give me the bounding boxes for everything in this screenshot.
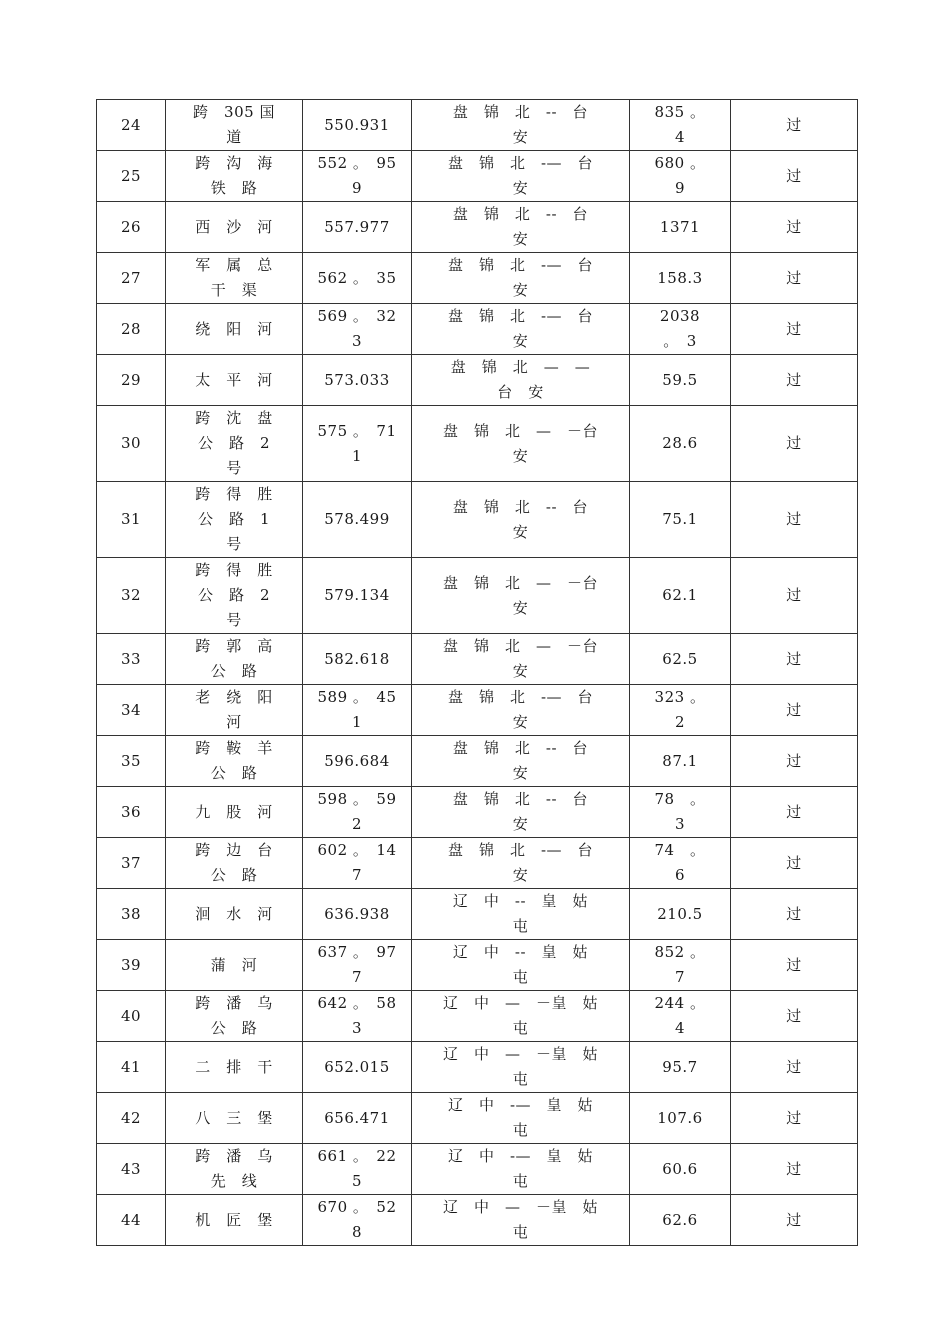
cell-row-number: [97, 1093, 166, 1144]
line-section-text: 盘 锦 北 -- 台 安: [452, 205, 589, 248]
cell-crossing-length: [630, 253, 731, 304]
cell-crossing-name: [166, 991, 303, 1042]
crossing-name-text: 军 属 总 干 渠: [195, 256, 273, 299]
table-row: [97, 151, 858, 202]
cell-line-section: [412, 406, 630, 482]
cell-mileage: [303, 253, 412, 304]
cell-mileage: [303, 202, 412, 253]
cell-line-section: [412, 1144, 630, 1195]
status-text: 过: [786, 319, 802, 338]
table-row: [97, 558, 858, 634]
cell-mileage: [303, 787, 412, 838]
status-text: 过: [786, 1108, 802, 1127]
cell-crossing-length: [630, 685, 731, 736]
cell-row-number: [97, 202, 166, 253]
cell-mileage: [303, 940, 412, 991]
cell-crossing-length: [630, 634, 731, 685]
cell-row-number: [97, 151, 166, 202]
crossing-name-text: 跨 边 台 公 路: [195, 841, 273, 884]
row-number-text: 30: [120, 434, 142, 452]
cell-row-number: [97, 940, 166, 991]
cell-status: [731, 558, 858, 634]
cell-row-number: [97, 253, 166, 304]
table-row: [97, 889, 858, 940]
cell-crossing-name: [166, 304, 303, 355]
cell-crossing-name: [166, 940, 303, 991]
cell-crossing-name: [166, 151, 303, 202]
mileage-text: 589 。 45 1: [317, 688, 397, 731]
cell-line-section: [412, 634, 630, 685]
cell-crossing-length: [630, 1195, 731, 1246]
cell-row-number: [97, 889, 166, 940]
cell-crossing-length: [630, 940, 731, 991]
cell-line-section: [412, 100, 630, 151]
crossing-length-text: 87.1: [662, 751, 698, 770]
status-text: 过: [786, 268, 802, 287]
cell-line-section: [412, 940, 630, 991]
row-number-text: 38: [120, 904, 142, 923]
cell-line-section: [412, 355, 630, 406]
crossing-name-text: 跨 305 国 道: [193, 103, 275, 146]
crossing-name-text: 跨 鞍 羊 公 路: [195, 739, 273, 782]
crossing-length-text: 60.6: [662, 1159, 698, 1178]
cell-crossing-name: [166, 1042, 303, 1093]
crossing-name-text: 九 股 河: [195, 802, 273, 821]
row-number-text: 29: [120, 370, 142, 389]
crossing-name-text: 机 匠 堡: [195, 1210, 273, 1229]
crossing-name-text: 二 排 干: [195, 1057, 273, 1076]
cell-mileage: [303, 736, 412, 787]
crossing-length-text: 835 。 4: [654, 103, 706, 146]
table-row: [97, 253, 858, 304]
cell-line-section: [412, 736, 630, 787]
mileage-text: 598 。 59 2: [317, 790, 397, 833]
cell-crossing-length: [630, 202, 731, 253]
mileage-text: 582.618: [324, 649, 390, 668]
row-number-text: 39: [120, 955, 142, 974]
cell-row-number: [97, 736, 166, 787]
cell-row-number: [97, 406, 166, 482]
cell-row-number: [97, 634, 166, 685]
cell-crossing-length: [630, 1093, 731, 1144]
cell-status: [731, 685, 858, 736]
table-row: [97, 634, 858, 685]
cell-status: [731, 736, 858, 787]
line-section-text: 盘 锦 北 — — 台 安: [450, 358, 591, 401]
row-number-text: 32: [120, 586, 142, 604]
row-number-text: 44: [120, 1210, 142, 1229]
cell-line-section: [412, 685, 630, 736]
cell-mileage: [303, 406, 412, 482]
cell-row-number: [97, 482, 166, 558]
cell-row-number: [97, 685, 166, 736]
crossing-length-text: 78 。 3: [654, 790, 706, 833]
crossing-length-text: 74 。 6: [654, 841, 706, 884]
mileage-text: 661 。 22 5: [317, 1147, 397, 1190]
crossing-length-text: 1371: [659, 217, 701, 236]
table-row: [97, 202, 858, 253]
mileage-text: 642 。 58 3: [317, 994, 397, 1037]
line-section-text: 盘 锦 北 -— 台 安: [447, 307, 594, 350]
mileage-text: 637 。 97 7: [317, 943, 397, 986]
cell-crossing-name: [166, 558, 303, 634]
crossing-length-text: 28.6: [662, 434, 698, 452]
cell-row-number: [97, 991, 166, 1042]
crossing-name-text: 太 平 河: [195, 370, 273, 389]
status-text: 过: [786, 649, 802, 668]
cell-crossing-length: [630, 406, 731, 482]
status-text: 过: [786, 1159, 802, 1178]
cell-crossing-name: [166, 838, 303, 889]
cell-crossing-name: [166, 736, 303, 787]
status-text: 过: [786, 1210, 802, 1229]
cell-row-number: [97, 1144, 166, 1195]
cell-row-number: [97, 304, 166, 355]
cell-crossing-name: [166, 202, 303, 253]
cell-status: [731, 304, 858, 355]
cell-crossing-name: [166, 100, 303, 151]
line-section-text: 盘 锦 北 -— 台 安: [447, 841, 594, 884]
status-text: 过: [786, 586, 802, 604]
status-text: 过: [786, 166, 802, 185]
cell-crossing-name: [166, 787, 303, 838]
crossing-name-text: 绕 阳 河: [195, 319, 273, 338]
cell-status: [731, 838, 858, 889]
mileage-text: 652.015: [324, 1057, 390, 1076]
crossing-length-text: 244 。 4: [654, 994, 706, 1037]
line-section-text: 盘 锦 北 -- 台 安: [452, 739, 589, 782]
mileage-text: 656.471: [324, 1108, 390, 1127]
cell-line-section: [412, 304, 630, 355]
line-section-text: 盘 锦 北 -- 台 安: [452, 790, 589, 833]
cell-status: [731, 634, 858, 685]
cell-mileage: [303, 634, 412, 685]
cell-status: [731, 151, 858, 202]
line-section-text: 辽 中 — －皇 姑 屯: [442, 1045, 598, 1088]
cell-mileage: [303, 355, 412, 406]
status-text: 过: [786, 217, 802, 236]
crossing-length-text: 62.1: [662, 586, 698, 604]
cell-line-section: [412, 202, 630, 253]
cell-mileage: [303, 100, 412, 151]
crossing-name-text: 跨 得 胜 公 路 2 号: [195, 561, 273, 629]
row-number-text: 43: [120, 1159, 142, 1178]
cell-status: [731, 1144, 858, 1195]
crossing-name-text: 八 三 堡: [195, 1108, 273, 1127]
cell-crossing-length: [630, 787, 731, 838]
crossing-name-text: 老 绕 阳 河: [195, 688, 273, 731]
cell-mileage: [303, 1195, 412, 1246]
crossing-length-text: 95.7: [662, 1057, 698, 1076]
status-text: 过: [786, 115, 802, 134]
line-section-text: 盘 锦 北 — －台 安: [442, 573, 598, 617]
cell-line-section: [412, 253, 630, 304]
cell-crossing-length: [630, 1042, 731, 1093]
line-section-text: 辽 中 — －皇 姑 屯: [442, 1198, 598, 1241]
mileage-text: 636.938: [324, 904, 390, 923]
table-row: [97, 940, 858, 991]
crossing-name-text: 西 沙 河: [195, 217, 273, 236]
cell-status: [731, 202, 858, 253]
crossing-length-text: 59.5: [662, 370, 698, 389]
row-number-text: 37: [120, 853, 142, 872]
line-section-text: 辽 中 -— 皇 姑 屯: [447, 1147, 594, 1190]
cell-status: [731, 482, 858, 558]
table-row: [97, 1195, 858, 1246]
line-section-text: 盘 锦 北 -— 台 安: [447, 154, 594, 197]
cell-line-section: [412, 1195, 630, 1246]
cell-row-number: [97, 355, 166, 406]
cell-row-number: [97, 787, 166, 838]
table-row: [97, 736, 858, 787]
mileage-text: 602 。 14 7: [317, 841, 397, 884]
cell-status: [731, 787, 858, 838]
crossing-length-text: 680 。 9: [654, 154, 706, 197]
status-text: 过: [786, 700, 802, 719]
row-number-text: 31: [120, 510, 142, 528]
line-section-text: 盘 锦 北 — －台 安: [442, 637, 598, 680]
status-text: 过: [786, 370, 802, 389]
cell-row-number: [97, 838, 166, 889]
status-text: 过: [786, 955, 802, 974]
line-section-text: 辽 中 — －皇 姑 屯: [442, 994, 598, 1037]
line-section-text: 盘 锦 北 — －台 安: [442, 421, 598, 465]
cell-crossing-length: [630, 151, 731, 202]
cell-line-section: [412, 1093, 630, 1144]
cell-crossing-length: [630, 304, 731, 355]
cell-crossing-name: [166, 1144, 303, 1195]
crossing-name-text: 跨 潘 乌 公 路: [195, 994, 273, 1037]
table-row: [97, 991, 858, 1042]
row-number-text: 42: [120, 1108, 142, 1127]
mileage-text: 578.499: [324, 510, 390, 528]
row-number-text: 41: [120, 1057, 142, 1076]
status-text: 过: [786, 1006, 802, 1025]
cell-crossing-name: [166, 253, 303, 304]
cell-mileage: [303, 304, 412, 355]
cell-line-section: [412, 991, 630, 1042]
table-row: [97, 1144, 858, 1195]
table-body: [97, 100, 858, 1246]
cell-crossing-name: [166, 482, 303, 558]
cell-mileage: [303, 685, 412, 736]
row-number-text: 28: [120, 319, 142, 338]
table-row: [97, 406, 858, 482]
cell-crossing-name: [166, 355, 303, 406]
table-row: [97, 685, 858, 736]
crossing-table: [96, 99, 858, 1246]
cell-mileage: [303, 558, 412, 634]
mileage-text: 557.977: [324, 217, 390, 236]
cell-crossing-name: [166, 1093, 303, 1144]
line-section-text: 盘 锦 北 -— 台 安: [447, 688, 594, 731]
cell-row-number: [97, 100, 166, 151]
cell-status: [731, 1195, 858, 1246]
line-section-text: 盘 锦 北 -- 台 安: [452, 497, 589, 541]
cell-crossing-name: [166, 685, 303, 736]
cell-row-number: [97, 558, 166, 634]
crossing-length-text: 62.5: [662, 649, 698, 668]
mileage-text: 562 。 35: [317, 268, 397, 287]
cell-status: [731, 1093, 858, 1144]
table-row: [97, 1093, 858, 1144]
row-number-text: 35: [120, 751, 142, 770]
table-row: [97, 100, 858, 151]
cell-mileage: [303, 151, 412, 202]
cell-status: [731, 253, 858, 304]
mileage-text: 569 。 32 3: [317, 307, 397, 350]
crossing-name-text: 蒲 河: [210, 955, 258, 974]
cell-mileage: [303, 889, 412, 940]
crossing-name-text: 跨 沈 盘 公 路 2 号: [195, 409, 273, 477]
mileage-text: 596.684: [324, 751, 390, 770]
cell-mileage: [303, 1093, 412, 1144]
cell-crossing-name: [166, 634, 303, 685]
cell-mileage: [303, 482, 412, 558]
status-text: 过: [786, 751, 802, 770]
line-section-text: 辽 中 -- 皇 姑 屯: [452, 892, 589, 935]
mileage-text: 575 。 71 1: [317, 421, 397, 465]
cell-line-section: [412, 838, 630, 889]
cell-crossing-length: [630, 736, 731, 787]
cell-crossing-length: [630, 991, 731, 1042]
cell-mileage: [303, 838, 412, 889]
cell-mileage: [303, 1144, 412, 1195]
row-number-text: 33: [120, 649, 142, 668]
line-section-text: 盘 锦 北 -— 台 安: [447, 256, 594, 299]
row-number-text: 27: [120, 268, 142, 287]
table-row: [97, 1042, 858, 1093]
mileage-text: 552 。 95 9: [317, 154, 397, 197]
cell-crossing-length: [630, 355, 731, 406]
row-number-text: 36: [120, 802, 142, 821]
cell-crossing-length: [630, 482, 731, 558]
cell-mileage: [303, 991, 412, 1042]
cell-crossing-length: [630, 100, 731, 151]
cell-crossing-length: [630, 558, 731, 634]
cell-line-section: [412, 787, 630, 838]
mileage-text: 579.134: [324, 586, 390, 604]
crossing-length-text: 852 。 7: [654, 943, 706, 986]
cell-status: [731, 1042, 858, 1093]
status-text: 过: [786, 802, 802, 821]
mileage-text: 550.931: [324, 115, 390, 134]
cell-crossing-name: [166, 1195, 303, 1246]
table-row: [97, 787, 858, 838]
cell-line-section: [412, 482, 630, 558]
crossing-length-text: 75.1: [662, 510, 698, 528]
line-section-text: 辽 中 -— 皇 姑 屯: [447, 1096, 594, 1139]
line-section-text: 盘 锦 北 -- 台 安: [452, 103, 589, 146]
crossing-name-text: 洄 水 河: [195, 904, 273, 923]
mileage-text: 670 。 52 8: [317, 1198, 397, 1241]
crossing-length-text: 2038 。 3: [659, 307, 701, 350]
crossing-name-text: 跨 得 胜 公 路 1 号: [195, 485, 273, 553]
crossing-length-text: 323 。 2: [654, 688, 706, 731]
cell-mileage: [303, 1042, 412, 1093]
status-text: 过: [786, 1057, 802, 1076]
cell-status: [731, 940, 858, 991]
cell-crossing-name: [166, 889, 303, 940]
cell-row-number: [97, 1195, 166, 1246]
crossing-length-text: 107.6: [657, 1108, 703, 1127]
cell-row-number: [97, 1042, 166, 1093]
table-row: [97, 838, 858, 889]
status-text: 过: [786, 510, 802, 528]
status-text: 过: [786, 853, 802, 872]
table-row: [97, 355, 858, 406]
row-number-text: 24: [120, 115, 142, 134]
cell-status: [731, 100, 858, 151]
cell-line-section: [412, 151, 630, 202]
table-row: [97, 482, 858, 558]
cell-line-section: [412, 558, 630, 634]
row-number-text: 40: [120, 1006, 142, 1025]
row-number-text: 25: [120, 166, 142, 185]
crossing-length-text: 62.6: [662, 1210, 698, 1229]
crossing-length-text: 158.3: [657, 268, 703, 287]
cell-status: [731, 889, 858, 940]
crossing-name-text: 跨 潘 乌 先 线: [195, 1147, 273, 1190]
table-row: [97, 304, 858, 355]
cell-crossing-length: [630, 838, 731, 889]
cell-crossing-length: [630, 1144, 731, 1195]
status-text: 过: [786, 904, 802, 923]
crossing-length-text: 210.5: [657, 904, 703, 923]
status-text: 过: [786, 434, 802, 452]
mileage-text: 573.033: [324, 370, 390, 389]
crossing-name-text: 跨 郭 高 公 路: [195, 637, 273, 680]
cell-crossing-name: [166, 406, 303, 482]
line-section-text: 辽 中 -- 皇 姑 屯: [452, 943, 589, 986]
row-number-text: 26: [120, 217, 142, 236]
cell-line-section: [412, 889, 630, 940]
cell-crossing-length: [630, 889, 731, 940]
cell-status: [731, 991, 858, 1042]
cell-status: [731, 355, 858, 406]
crossing-name-text: 跨 沟 海 铁 路: [195, 154, 273, 197]
cell-line-section: [412, 1042, 630, 1093]
cell-status: [731, 406, 858, 482]
row-number-text: 34: [120, 700, 142, 719]
